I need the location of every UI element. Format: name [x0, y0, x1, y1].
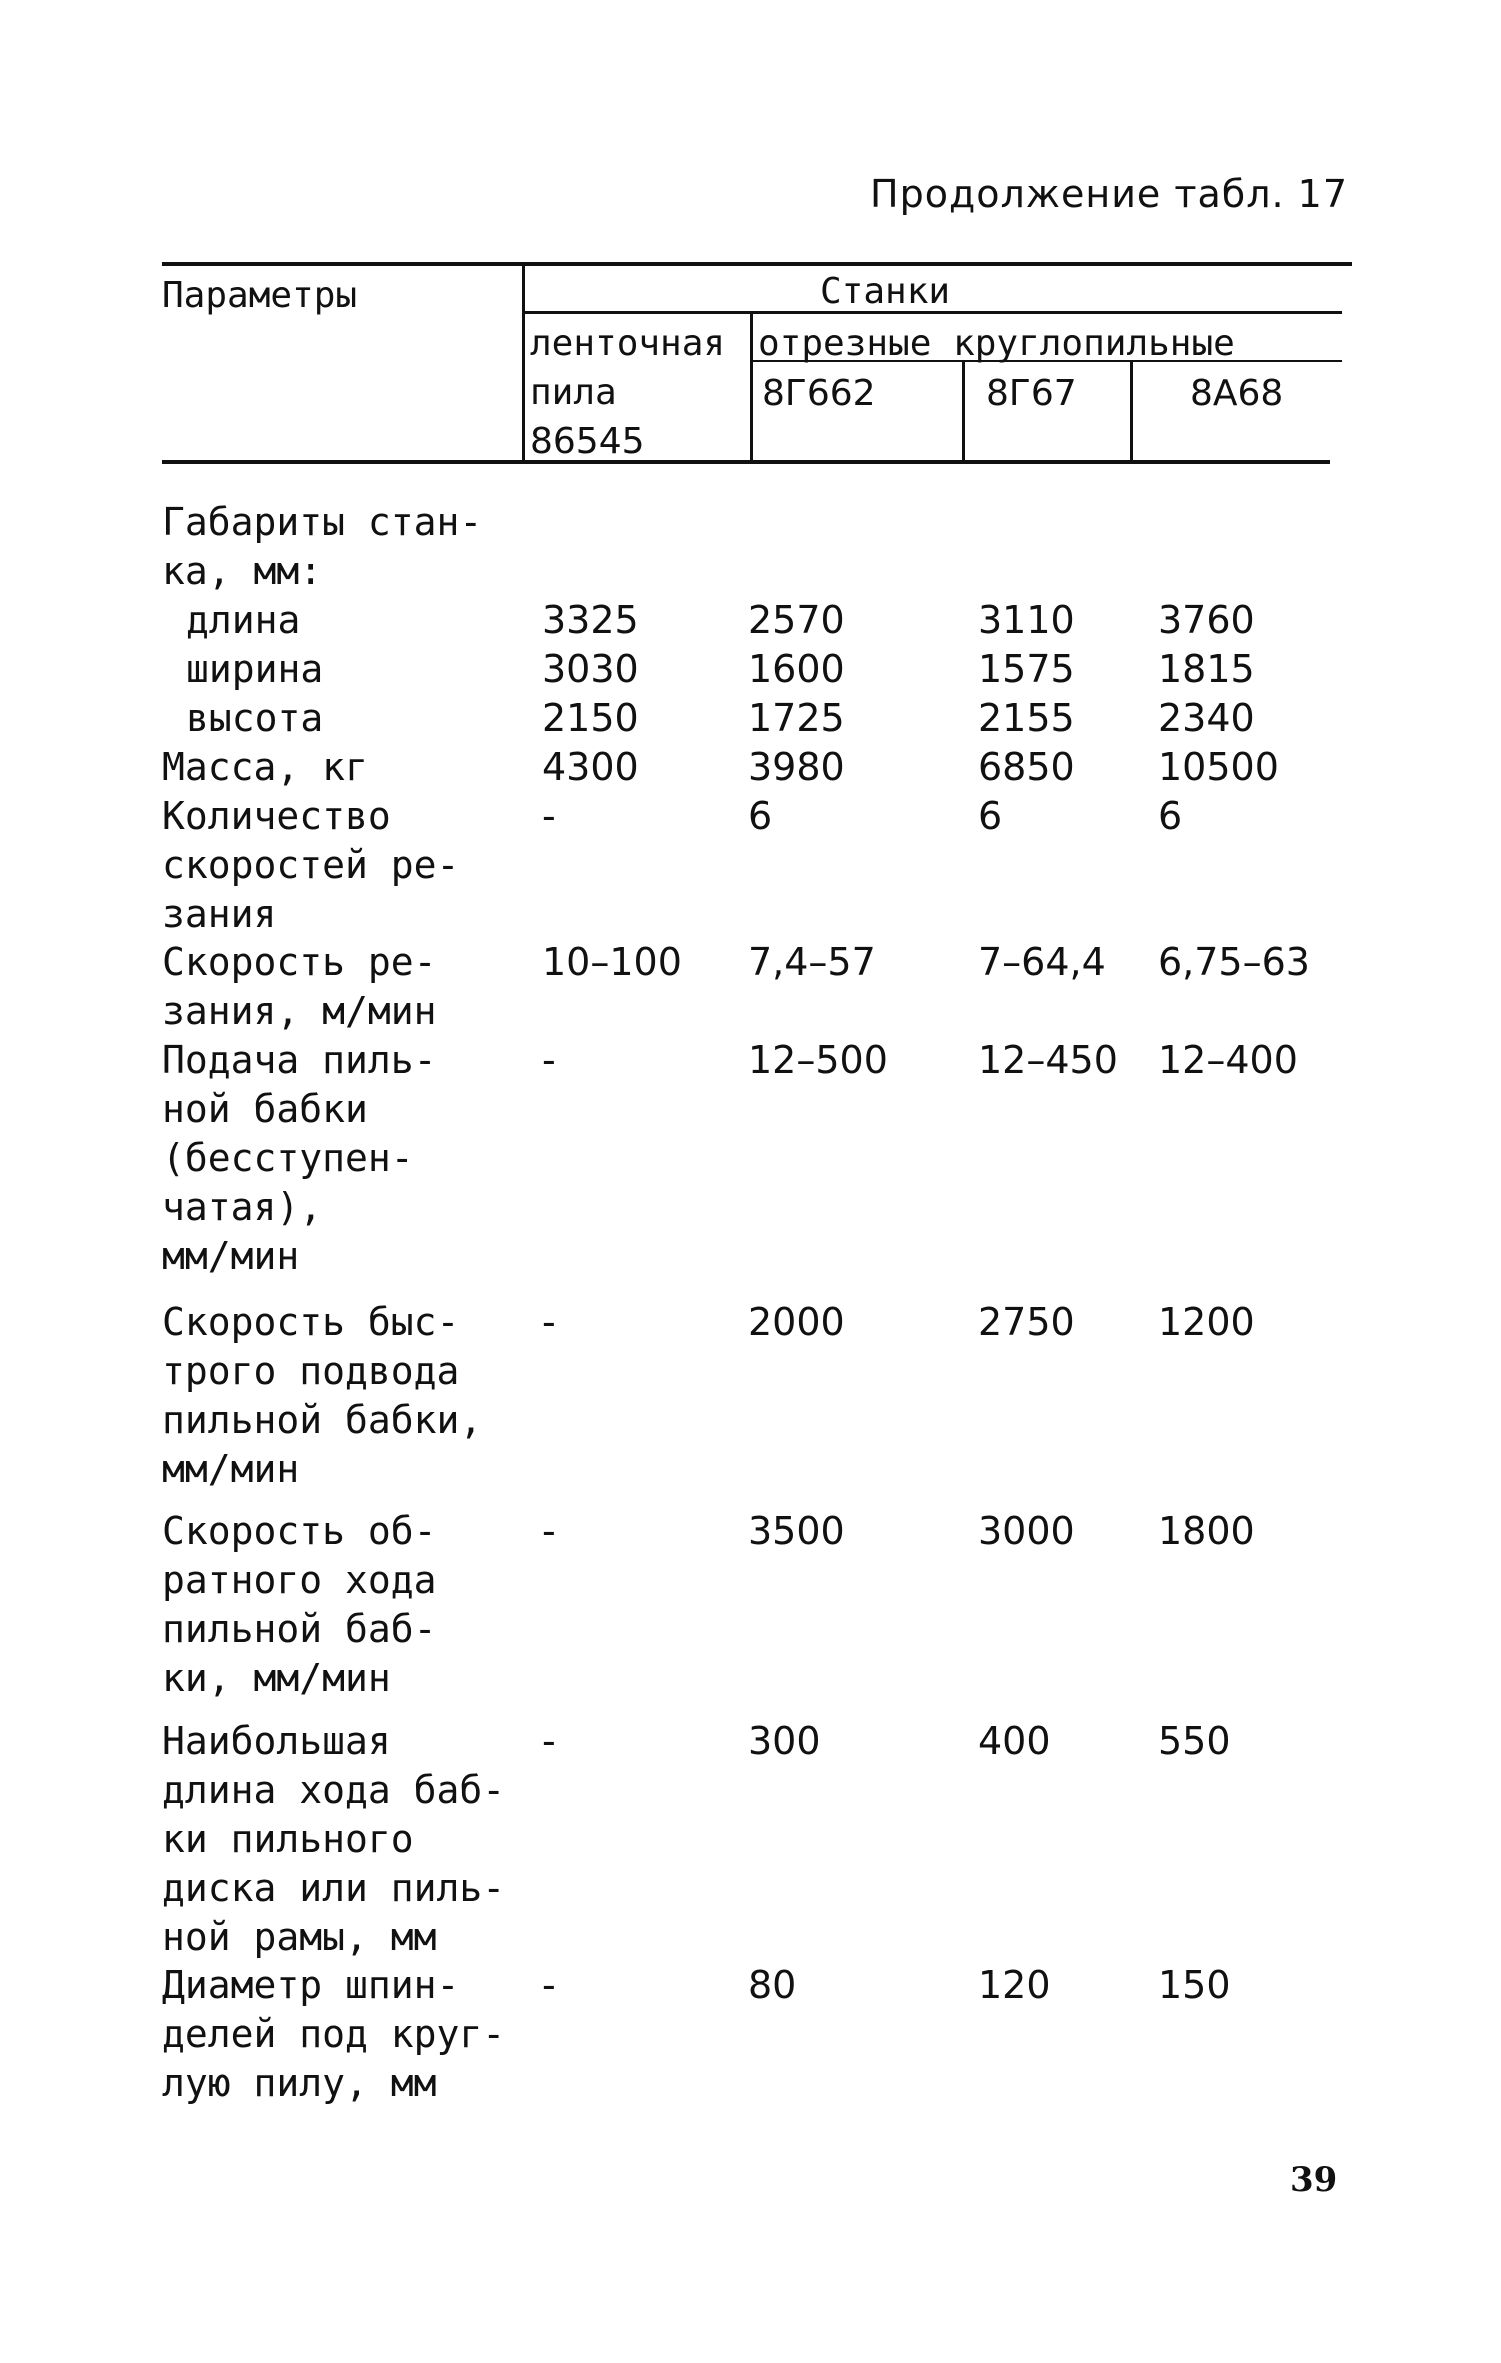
- band-saw-column-divider: [750, 311, 753, 462]
- row-value: 6: [748, 794, 773, 838]
- table-top-rule: [162, 262, 1352, 266]
- parameter-line: ка, мм:: [162, 549, 323, 593]
- row-value: -: [542, 1963, 556, 2007]
- header-params: Параметры: [162, 275, 358, 316]
- parameter-line: чатая),: [162, 1185, 323, 1229]
- row-value: 10–100: [542, 940, 682, 984]
- table-caption: Продолжение табл. 17: [870, 172, 1349, 216]
- row-parameter: [162, 694, 522, 743]
- parameter-line: длина хода баб-: [162, 1768, 506, 1812]
- parameter-line: мм/мин: [162, 1234, 300, 1278]
- row-value: 120: [978, 1963, 1051, 2007]
- parameter-line: ратного хода: [162, 1558, 437, 1602]
- parameter-line: Диаметр шпин-: [162, 1963, 460, 2007]
- parameter-line: скоростей ре-: [162, 843, 460, 887]
- page-number: 39: [1290, 2160, 1338, 2200]
- header-circular-group: отрезные круглопильные: [758, 323, 1235, 364]
- row-value: 6850: [978, 745, 1075, 789]
- header-machines: Станки: [820, 271, 951, 312]
- row-value: 12–400: [1158, 1038, 1298, 1082]
- row-parameter: [162, 792, 522, 939]
- parameter-line: Габариты стан-: [162, 500, 483, 544]
- row-value: 3500: [748, 1509, 845, 1553]
- row-parameter: [162, 743, 522, 792]
- row-value: 2000: [748, 1300, 845, 1344]
- row-value: 2340: [1158, 696, 1255, 740]
- row-parameter: [162, 498, 522, 596]
- row-parameter: [162, 596, 522, 645]
- row-parameter: [162, 1961, 522, 2108]
- header-model-8g662: 8Г662: [762, 373, 876, 414]
- row-value: 150: [1158, 1963, 1231, 2007]
- row-value: 6: [1158, 794, 1183, 838]
- model-8g67-divider: [1130, 362, 1133, 462]
- row-parameter: [162, 645, 522, 694]
- parameter-line: Скорость об-: [162, 1509, 437, 1553]
- row-value: -: [542, 1509, 556, 1553]
- row-parameter: [162, 1036, 522, 1281]
- row-value: -: [542, 1719, 556, 1763]
- parameter-line: Скорость быс-: [162, 1300, 460, 1344]
- header-band-saw-model: 86545: [530, 421, 645, 462]
- parameter-line: ширина: [186, 647, 324, 691]
- row-value: 6: [978, 794, 1003, 838]
- row-value: 12–500: [748, 1038, 888, 1082]
- row-value: 3760: [1158, 598, 1255, 642]
- parameter-line: пильной бабки,: [162, 1398, 483, 1442]
- params-column-divider: [522, 262, 525, 462]
- parameter-line: ки пильного: [162, 1817, 414, 1861]
- row-value: 12–450: [978, 1038, 1118, 1082]
- parameter-line: высота: [186, 696, 324, 740]
- row-value: 3325: [542, 598, 639, 642]
- row-value: 4300: [542, 745, 639, 789]
- row-value: 3110: [978, 598, 1075, 642]
- row-value: 3030: [542, 647, 639, 691]
- row-value: 1575: [978, 647, 1075, 691]
- row-value: 400: [978, 1719, 1051, 1763]
- parameter-line: Скорость ре-: [162, 940, 437, 984]
- row-value: -: [542, 794, 556, 838]
- row-value: 1815: [1158, 647, 1255, 691]
- row-value: 2150: [542, 696, 639, 740]
- row-value: 10500: [1158, 745, 1279, 789]
- header-band-saw-line1: ленточная: [530, 323, 726, 364]
- parameter-line: мм/мин: [162, 1447, 300, 1491]
- row-value: 1725: [748, 696, 845, 740]
- parameter-line: Количество: [162, 794, 391, 838]
- row-value: 3000: [978, 1509, 1075, 1553]
- header-bottom-rule: [162, 460, 1330, 464]
- row-parameter: [162, 1717, 522, 1962]
- row-value: 550: [1158, 1719, 1231, 1763]
- row-value: -: [542, 1038, 556, 1082]
- row-value: 300: [748, 1719, 821, 1763]
- parameter-line: (бесступен-: [162, 1136, 414, 1180]
- parameter-line: Подача пиль-: [162, 1038, 437, 1082]
- row-value: 7,4–57: [748, 940, 876, 984]
- row-value: 1800: [1158, 1509, 1255, 1553]
- parameter-line: диска или пиль-: [162, 1866, 506, 1910]
- row-parameter: [162, 1507, 522, 1703]
- row-value: -: [542, 1300, 556, 1344]
- row-parameter: [162, 1298, 522, 1494]
- parameter-line: Наибольшая: [162, 1719, 391, 1763]
- parameter-line: пильной баб-: [162, 1607, 437, 1651]
- row-parameter: [162, 938, 522, 1036]
- parameter-line: лую пилу, мм: [162, 2061, 437, 2105]
- row-value: 1600: [748, 647, 845, 691]
- parameter-line: зания, м/мин: [162, 989, 437, 1033]
- row-value: 80: [748, 1963, 797, 2007]
- parameter-line: ной рамы, мм: [162, 1915, 437, 1959]
- header-band-saw-line2: пила: [530, 372, 617, 413]
- parameter-line: зания: [162, 892, 277, 936]
- parameter-line: трого подвода: [162, 1349, 460, 1393]
- header-model-8g67: 8Г67: [986, 373, 1077, 414]
- parameter-line: делей под круг-: [162, 2012, 506, 2056]
- row-value: 1200: [1158, 1300, 1255, 1344]
- parameter-line: ки, мм/мин: [162, 1656, 391, 1700]
- parameter-line: ной бабки: [162, 1087, 368, 1131]
- row-value: 2155: [978, 696, 1075, 740]
- model-8g662-divider: [962, 362, 965, 462]
- row-value: 2750: [978, 1300, 1075, 1344]
- row-value: 7–64,4: [978, 940, 1106, 984]
- parameter-line: Масса, кг: [162, 745, 368, 789]
- row-value: 6,75–63: [1158, 940, 1310, 984]
- parameter-line: длина: [186, 598, 301, 642]
- row-value: 2570: [748, 598, 845, 642]
- header-model-8a68: 8А68: [1190, 373, 1284, 414]
- row-value: 3980: [748, 745, 845, 789]
